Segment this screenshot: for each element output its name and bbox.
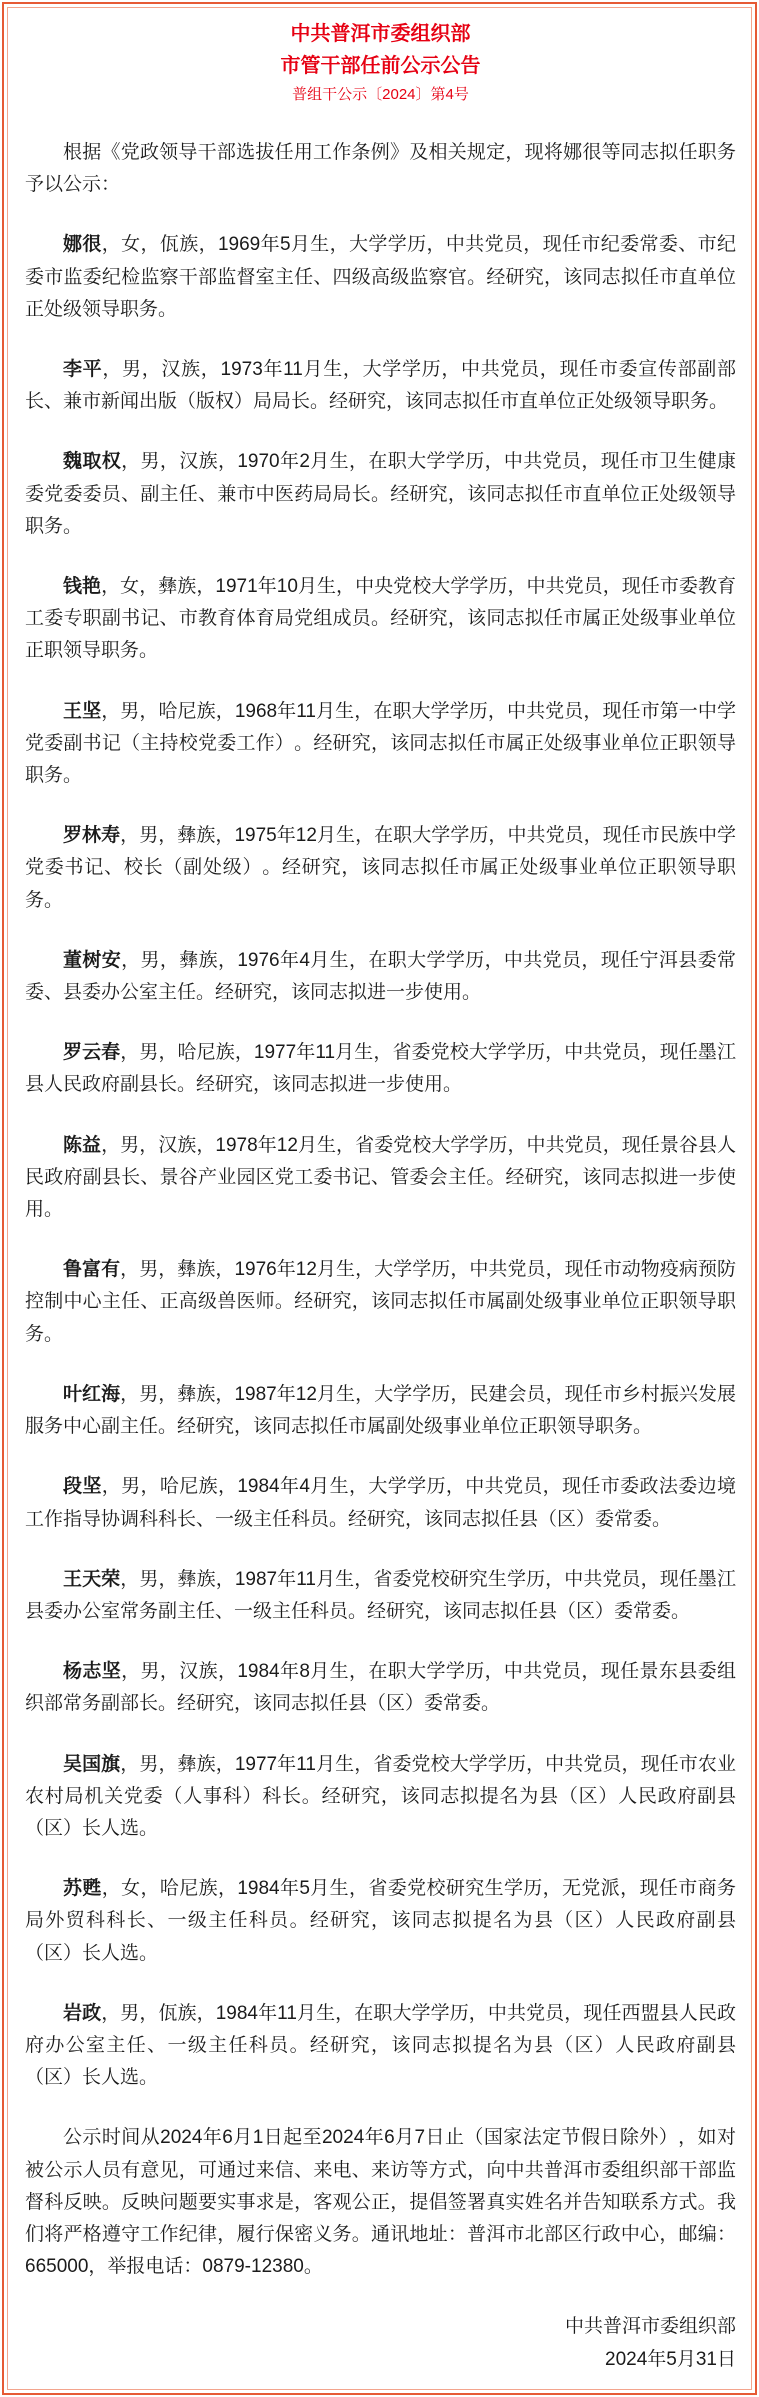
intro-paragraph: 根据《党政领导干部选拔任用工作条例》及相关规定，现将娜很等同志拟任职务予以公示： xyxy=(25,142,736,196)
candidate-paragraph xyxy=(25,945,736,1009)
candidate-name: 王天荣 xyxy=(63,1568,121,1590)
candidate-name: 岩政 xyxy=(63,2002,102,2024)
candidate-paragraph xyxy=(25,1656,736,1720)
candidate-name: 鲁富有 xyxy=(63,1259,121,1281)
candidate-name: 杨志坚 xyxy=(63,1661,122,1683)
candidate-name: 叶红海 xyxy=(63,1383,121,1405)
document-number: 普组干公示〔2024〕第4号 xyxy=(292,86,469,103)
candidate-paragraph xyxy=(25,1564,736,1628)
candidate-detail: ，男，彝族，1976年12月生，大学学历，中共党员，现任市动物疫病预防控制中心主任、正高级兽医师。经研究，该同志拟任市属副处级事业单位正职领导职务。 xyxy=(25,1259,736,1345)
candidate-name: 陈益 xyxy=(63,1134,102,1156)
candidate-detail: ，女，彝族，1971年10月生，中央党校大学学历，中共党员，现任市委教育工委专职副书记、市教育体育局党组成员。经研究，该同志拟任市属正处级事业单位正职领导职务。 xyxy=(25,576,736,662)
candidate-name: 魏取权 xyxy=(63,451,122,473)
candidate-detail: ，男，哈尼族，1984年4月生，大学学历，中共党员，现任市委政法委边境工作指导协调科科长、一级主任科员。经研究，该同志拟任县（区）委常委。 xyxy=(25,1476,736,1530)
candidate-detail: ，男，哈尼族，1977年11月生，省委党校大学学历，中共党员，现任墨江县人民政府副县长。经研究，该同志拟进一步使用。 xyxy=(25,1042,736,1096)
candidate-paragraph xyxy=(25,1471,736,1535)
candidate-paragraph xyxy=(25,229,736,326)
candidate-paragraph xyxy=(25,1998,736,2095)
candidate-detail: ，男，彝族，1976年4月生，在职大学学历，中共党员，现任宁洱县委常委、县委办公室主任。经研究，该同志拟进一步使用。 xyxy=(25,949,736,1004)
closing-paragraph: 公示时间从2024年6月1日起至2024年6月7日止（国家法定节假日除外），如对被公示人员有意见，可通过来信、来电、来访等方式，向中共普洱市委组织部干部监督科反映。反映问题要实事求是，客观公正，提倡签署真实姓名并告知联系方式。我们将严格遵守工作纪律，履行保密义务。通讯地址：普洱市北部区行政中心，邮编：665000，举报电话：0879-12380。 xyxy=(25,2127,736,2278)
candidate-detail: ，男，汉族，1978年12月生，省委党校大学学历，中共党员，现任景谷县人民政府副县长、景谷产业园区党工委书记、管委会主任。经研究，该同志拟进一步使用。 xyxy=(25,1134,736,1221)
candidate-paragraph xyxy=(25,1379,736,1443)
candidate-detail: ，女，佤族，1969年5月生，大学学历，中共党员，现任市纪委常委、市纪委市监委纪检监察干部监督室主任、四级高级监察官。经研究，该同志拟任市直单位正处级领导职务。 xyxy=(25,234,736,320)
candidate-name: 娜很 xyxy=(63,234,102,256)
candidate-detail: ，男，佤族，1984年11月生，在职大学学历，中共党员，现任西盟县人民政府办公室主任、一级主任科员。经研究，该同志拟提名为县（区）人民政府副县（区）长人选。 xyxy=(25,2002,736,2089)
candidate-name: 苏甦 xyxy=(63,1878,102,1900)
candidate-name: 罗云春 xyxy=(63,1042,121,1064)
candidate-name: 吴国旗 xyxy=(63,1753,121,1775)
candidate-name: 李平 xyxy=(63,359,103,381)
candidate-detail: ，男，彝族，1975年12月生，在职大学学历，中共党员，现任市民族中学党委书记、校长（副处级）。经研究，该同志拟任市属正处级事业单位正职领导职务。 xyxy=(25,825,736,911)
issuer-title: 中共普洱市委组织部 xyxy=(290,23,471,45)
candidate-paragraph xyxy=(25,820,736,917)
candidate-paragraph xyxy=(25,446,736,543)
candidate-detail: ，男，哈尼族，1968年11月生，在职大学学历，中共党员，现任市第一中学党委副书记（主持校党委工作）。经研究，该同志拟任市属正处级事业单位正职领导职务。 xyxy=(25,700,736,787)
candidate-name: 段坚 xyxy=(63,1476,102,1498)
signature-org: 中共普洱市委组织部 xyxy=(564,2316,736,2338)
candidate-name: 罗林寿 xyxy=(63,825,121,847)
candidate-paragraph xyxy=(25,1037,736,1101)
candidate-detail: ，男，汉族，1973年11月生，大学学历，中共党员，现任市委宣传部副部长、兼市新闻出版（版权）局局长。经研究，该同志拟任市直单位正处级领导职务。 xyxy=(25,359,736,413)
candidate-detail: ，男，汉族，1970年2月生，在职大学学历，中共党员，现任市卫生健康委党委委员、副主任、兼市中医药局局长。经研究，该同志拟任市直单位正处级领导职务。 xyxy=(25,451,736,537)
signature-date: 2024年5月31日 xyxy=(605,2348,736,2370)
notice-title: 市管干部任前公示公告 xyxy=(280,55,481,77)
candidate-paragraph xyxy=(25,571,736,668)
candidate-detail: ，男，彝族，1987年11月生，省委党校研究生学历，中共党员，现任墨江县委办公室常务副主任、一级主任科员。经研究，该同志拟任县（区）委常委。 xyxy=(25,1568,736,1622)
candidate-name: 董树安 xyxy=(63,949,122,971)
candidate-paragraph xyxy=(25,1873,736,1970)
candidate-paragraph xyxy=(25,1749,736,1846)
candidate-paragraph xyxy=(25,696,736,793)
candidate-detail: ，男，彝族，1977年11月生，省委党校大学学历，中共党员，现任市农业农村局机关党委（人事科）科长。经研究，该同志拟提名为县（区）人民政府副县（区）长人选。 xyxy=(25,1753,736,1839)
candidate-detail: ，男，彝族，1987年12月生，大学学历，民建会员，现任市乡村振兴发展服务中心副主任。经研究，该同志拟任市属副处级事业单位正职领导职务。 xyxy=(25,1383,736,1438)
candidate-detail: ，男，汉族，1984年8月生，在职大学学历，中共党员，现任景东县委组织部常务副部长。经研究，该同志拟任县（区）委常委。 xyxy=(25,1661,736,1715)
candidate-paragraph xyxy=(25,354,736,418)
candidate-detail: ，女，哈尼族，1984年5月生，省委党校研究生学历，无党派，现任市商务局外贸科科长、一级主任科员。经研究，该同志拟提名为县（区）人民政府副县（区）长人选。 xyxy=(25,1878,736,1964)
notice-content xyxy=(25,18,736,2376)
candidate-name: 王坚 xyxy=(63,700,102,722)
candidate-paragraph xyxy=(25,1130,736,1227)
candidate-paragraph xyxy=(25,1254,736,1351)
candidate-name: 钱艳 xyxy=(63,576,102,598)
